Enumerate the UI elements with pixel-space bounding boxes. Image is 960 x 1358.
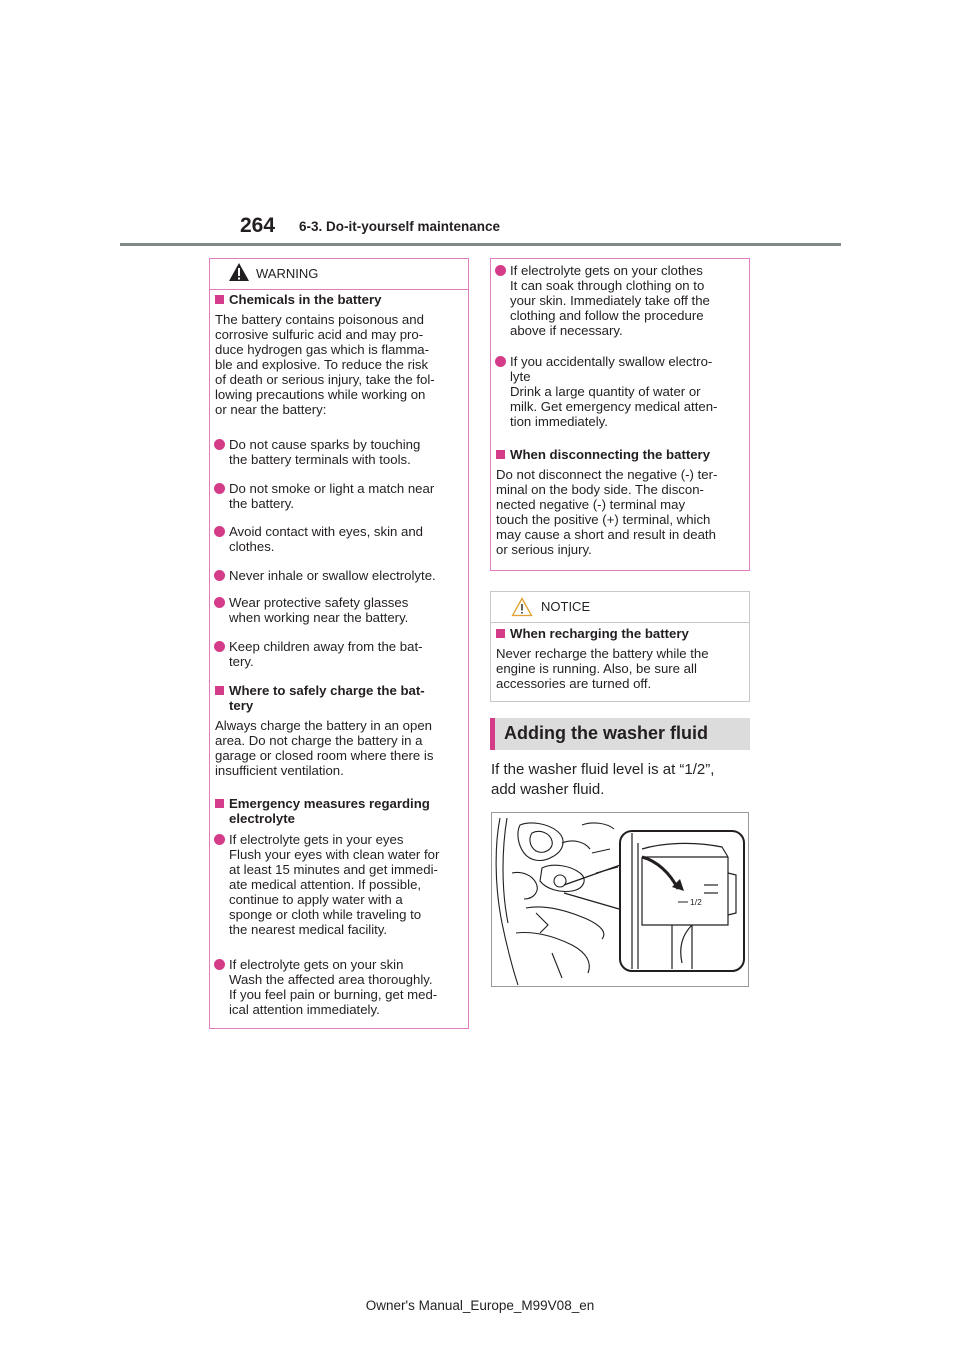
emergency-title: electrolyte	[229, 811, 295, 826]
notice-text-line: accessories are turned off.	[496, 676, 652, 691]
bullet-text: If you accidentally swallow electro-	[510, 354, 713, 369]
bullet-text: continue to apply water with a	[229, 892, 403, 907]
bullet-text: Flush your eyes with clean water for	[229, 847, 440, 862]
disconnect-title: When disconnecting the battery	[510, 447, 711, 462]
bullet-text: If electrolyte gets in your eyes	[229, 832, 404, 847]
washer-body-line: If the washer fluid level is at “1/2”,	[491, 761, 715, 778]
heading-accent-bar	[490, 718, 495, 750]
charge-text-line: area. Do not charge the battery in a	[215, 733, 423, 748]
bullet-text: ate medical attention. If possible,	[229, 877, 422, 892]
washer-body-line: add washer fluid.	[491, 781, 605, 798]
square-bullet	[215, 799, 224, 808]
bullet-text: If electrolyte gets on your clothes	[510, 263, 703, 278]
charge-title: tery	[229, 698, 254, 713]
bullet-text: lyte	[510, 369, 531, 384]
bullet-text: Avoid contact with eyes, skin and	[229, 524, 424, 539]
round-bullet	[214, 834, 225, 845]
square-bullet	[215, 295, 224, 304]
round-bullet	[214, 483, 225, 494]
charge-text-line: insufficient ventilation.	[215, 763, 344, 778]
washer-tank-illustration	[491, 812, 749, 987]
bullet-text: your skin. Immediately take off the	[510, 293, 710, 308]
chemicals-text-line: of death or serious injury, take the fol-	[215, 372, 435, 387]
chemicals-title: Chemicals in the battery	[229, 292, 382, 307]
charge-title: Where to safely charge the bat-	[229, 683, 425, 698]
round-bullet	[214, 959, 225, 970]
disconnect-text-line: may cause a short and result in death	[496, 527, 716, 542]
bullet-text: the nearest medical facility.	[229, 922, 388, 937]
bullet-text: Wear protective safety glasses	[229, 595, 409, 610]
bullet-text: Do not cause sparks by touching	[229, 437, 421, 452]
bullet-text: Do not smoke or light a match near	[229, 481, 435, 496]
disconnect-text-line: minal on the body side. The discon-	[496, 482, 704, 497]
gauge-label: 1/2	[690, 897, 702, 907]
bullet-text: at least 15 minutes and get immedi-	[229, 862, 438, 877]
disconnect-text-line: Do not disconnect the negative (-) ter-	[496, 467, 718, 482]
section-title: 6-3. Do-it-yourself maintenance	[299, 219, 501, 234]
bullet-text: clothing and follow the procedure	[510, 308, 704, 323]
chemicals-text-line: or near the battery:	[215, 402, 327, 417]
square-bullet	[215, 686, 224, 695]
bullet-text: milk. Get emergency medical atten-	[510, 399, 718, 414]
header-rule	[120, 243, 841, 246]
square-bullet	[496, 450, 505, 459]
warning-label: WARNING	[256, 266, 319, 281]
disconnect-text-line: or serious injury.	[496, 542, 592, 557]
bullet-text: Keep children away from the bat-	[229, 639, 423, 654]
round-bullet	[214, 439, 225, 450]
bullet-text: the battery terminals with tools.	[229, 452, 411, 467]
square-bullet	[496, 629, 505, 638]
chemicals-text-line: The battery contains poisonous and	[215, 312, 424, 327]
round-bullet	[214, 526, 225, 537]
bullet-text: above if necessary.	[510, 323, 623, 338]
bullet-text: sponge or cloth while traveling to	[229, 907, 422, 922]
charge-text-line: Always charge the battery in an open	[215, 718, 432, 733]
bullet-text: It can soak through clothing on to	[510, 278, 705, 293]
round-bullet	[214, 570, 225, 581]
bullet-text: clothes.	[229, 539, 275, 554]
round-bullet	[495, 356, 506, 367]
page-number: 264	[240, 214, 276, 237]
bullet-text: ical attention immediately.	[229, 1002, 380, 1017]
round-bullet	[214, 641, 225, 652]
disconnect-text-line: nected negative (-) terminal may	[496, 497, 686, 512]
notice-text-line: engine is running. Also, be sure all	[496, 661, 697, 676]
footer-text: Owner's Manual_Europe_M99V08_en	[365, 1298, 595, 1313]
notice-title: When recharging the battery	[510, 626, 689, 641]
chemicals-text-line: duce hydrogen gas which is flamma-	[215, 342, 430, 357]
bullet-text: If electrolyte gets on your skin	[229, 957, 404, 972]
chemicals-text-line: corrosive sulfuric acid and may pro-	[215, 327, 424, 342]
emergency-title: Emergency measures regarding	[229, 796, 430, 811]
bullet-text: Never inhale or swallow electrolyte.	[229, 568, 436, 583]
bullet-text: Drink a large quantity of water or	[510, 384, 701, 399]
disconnect-text-line: touch the positive (+) terminal, which	[496, 512, 711, 527]
notice-label: NOTICE	[541, 599, 591, 614]
bullet-text: tion immediately.	[510, 414, 608, 429]
chemicals-text-line: lowing precautions while working on	[215, 387, 426, 402]
washer-heading: Adding the washer fluid	[504, 723, 709, 743]
bullet-text: the battery.	[229, 496, 294, 511]
bullet-text: Wash the affected area thoroughly.	[229, 972, 433, 987]
bullet-text: If you feel pain or burning, get med-	[229, 987, 438, 1002]
charge-text-line: garage or closed room where there is	[215, 748, 434, 763]
bullet-text: when working near the battery.	[229, 610, 409, 625]
notice-text-line: Never recharge the battery while the	[496, 646, 709, 661]
chemicals-text-line: ble and explosive. To reduce the risk	[215, 357, 429, 372]
caution-icon	[511, 597, 533, 617]
round-bullet	[214, 597, 225, 608]
bullet-text: tery.	[229, 654, 254, 669]
round-bullet	[495, 265, 506, 276]
engine-bay-drawing	[492, 813, 748, 986]
warning-icon	[228, 262, 250, 282]
